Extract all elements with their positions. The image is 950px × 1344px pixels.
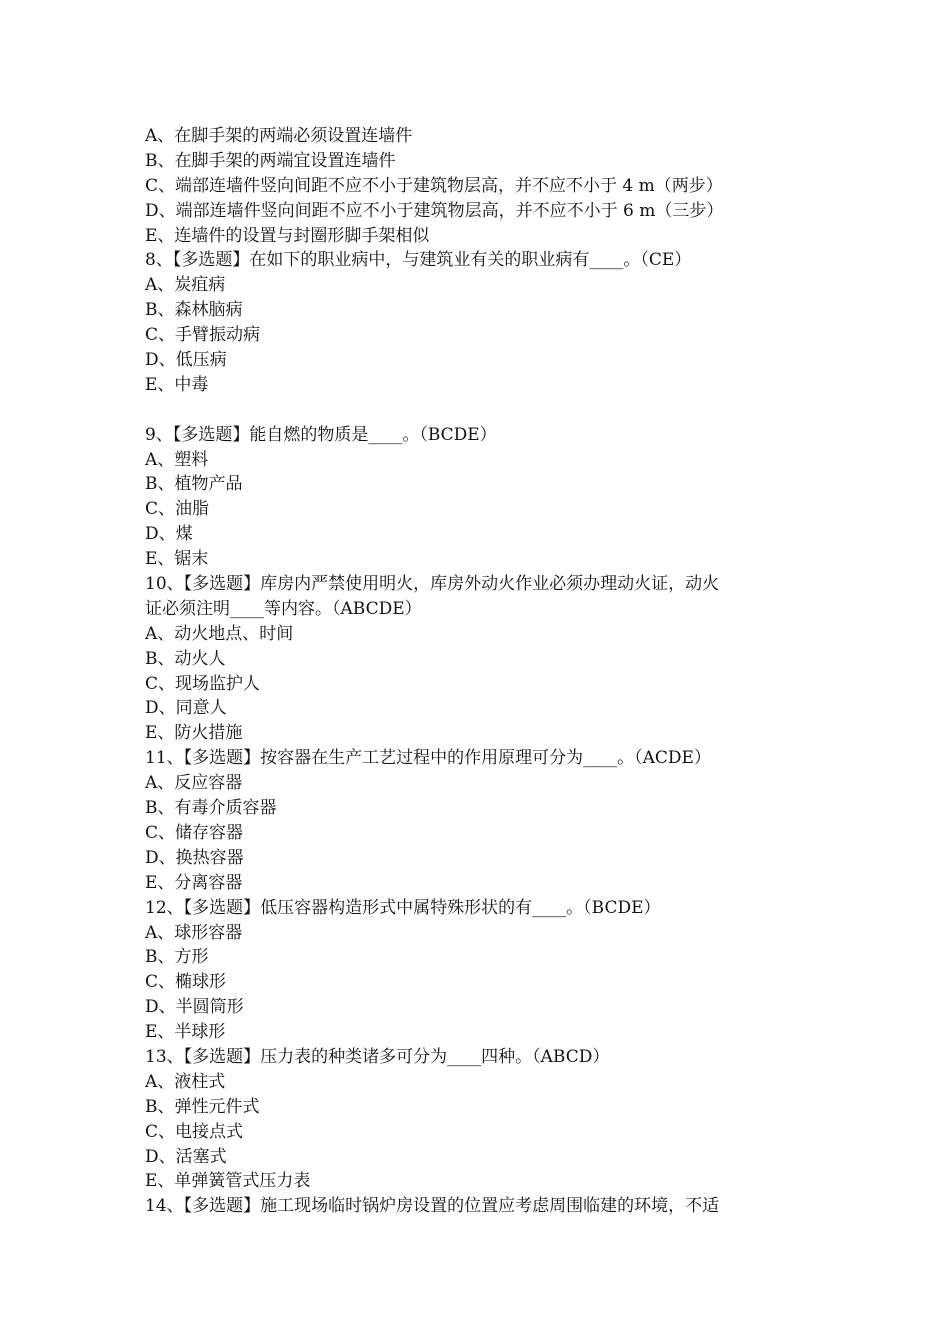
option-line: B、方形: [145, 947, 209, 968]
option-line: D、半圆筒形: [145, 997, 244, 1018]
option-line: C、椭球形: [145, 972, 227, 993]
option-line: B、有毒介质容器: [145, 798, 277, 819]
option-line: A、炭疽病: [145, 275, 226, 296]
option-line: D、同意人: [145, 698, 227, 719]
option-line: B、弹性元件式: [145, 1096, 260, 1117]
option-line: E、单弹簧管式压力表: [145, 1171, 311, 1192]
question-line: 12、【多选题】低压容器构造形式中属特殊形状的有____。（BCDE）: [145, 897, 661, 918]
option-line: A、球形容器: [145, 922, 243, 943]
option-line: B、森林脑病: [145, 300, 243, 321]
option-line: E、防火措施: [145, 723, 243, 744]
option-line: C、端部连墙件竖向间距不应不小于建筑物层高，并不应不小于 4 m（两步）: [145, 175, 723, 196]
option-line: C、手臂振动病: [145, 325, 261, 346]
question-line: 13、【多选题】压力表的种类诸多可分为____四种。（ABCD）: [145, 1046, 610, 1067]
question-line: 8、【多选题】在如下的职业病中，与建筑业有关的职业病有____。（CE）: [145, 250, 692, 271]
option-line: E、锯末: [145, 549, 209, 570]
blank-line: [145, 398, 810, 423]
option-line: E、中毒: [145, 374, 209, 395]
option-line: D、换热容器: [145, 847, 244, 868]
option-line: B、在脚手架的两端宜设置连墙件: [145, 150, 396, 171]
option-line: A、塑料: [145, 449, 209, 470]
option-line: C、储存容器: [145, 822, 244, 843]
option-line: B、动火人: [145, 648, 226, 669]
option-line: A、在脚手架的两端必须设置连墙件: [145, 126, 413, 146]
option-line: A、动火地点、时间: [145, 623, 294, 644]
option-line: D、端部连墙件竖向间距不应不小于建筑物层高，并不应不小于 6 m（三步）: [145, 200, 724, 221]
question-text-block: [145, 124, 810, 1219]
option-line: E、分离容器: [145, 872, 243, 893]
option-line: C、电接点式: [145, 1121, 244, 1142]
option-line: E、半球形: [145, 1022, 226, 1043]
question-line: 11、【多选题】按容器在生产工艺过程中的作用原理可分为____。（ACDE）: [145, 748, 711, 769]
option-line: D、低压病: [145, 350, 227, 371]
question-line: 9、【多选题】能自燃的物质是____。（BCDE）: [145, 424, 497, 445]
option-line: C、现场监护人: [145, 673, 261, 694]
option-line: E、连墙件的设置与封圈形脚手架相似: [145, 225, 430, 246]
option-line: B、植物产品: [145, 474, 243, 495]
option-line: C、油脂: [145, 499, 210, 520]
option-line: A、反应容器: [145, 773, 243, 794]
question-line: 10、【多选题】库房内严禁使用明火，库房外动火作业必须办理动火证，动火: [145, 574, 720, 595]
option-line: A、液柱式: [145, 1071, 226, 1092]
text-line: 证必须注明____等内容。（ABCDE）: [145, 598, 422, 619]
option-line: D、煤: [145, 524, 193, 545]
option-line: D、活塞式: [145, 1146, 227, 1167]
question-line: 14、【多选题】施工现场临时锅炉房设置的位置应考虑周围临建的环境，不适: [145, 1196, 720, 1217]
